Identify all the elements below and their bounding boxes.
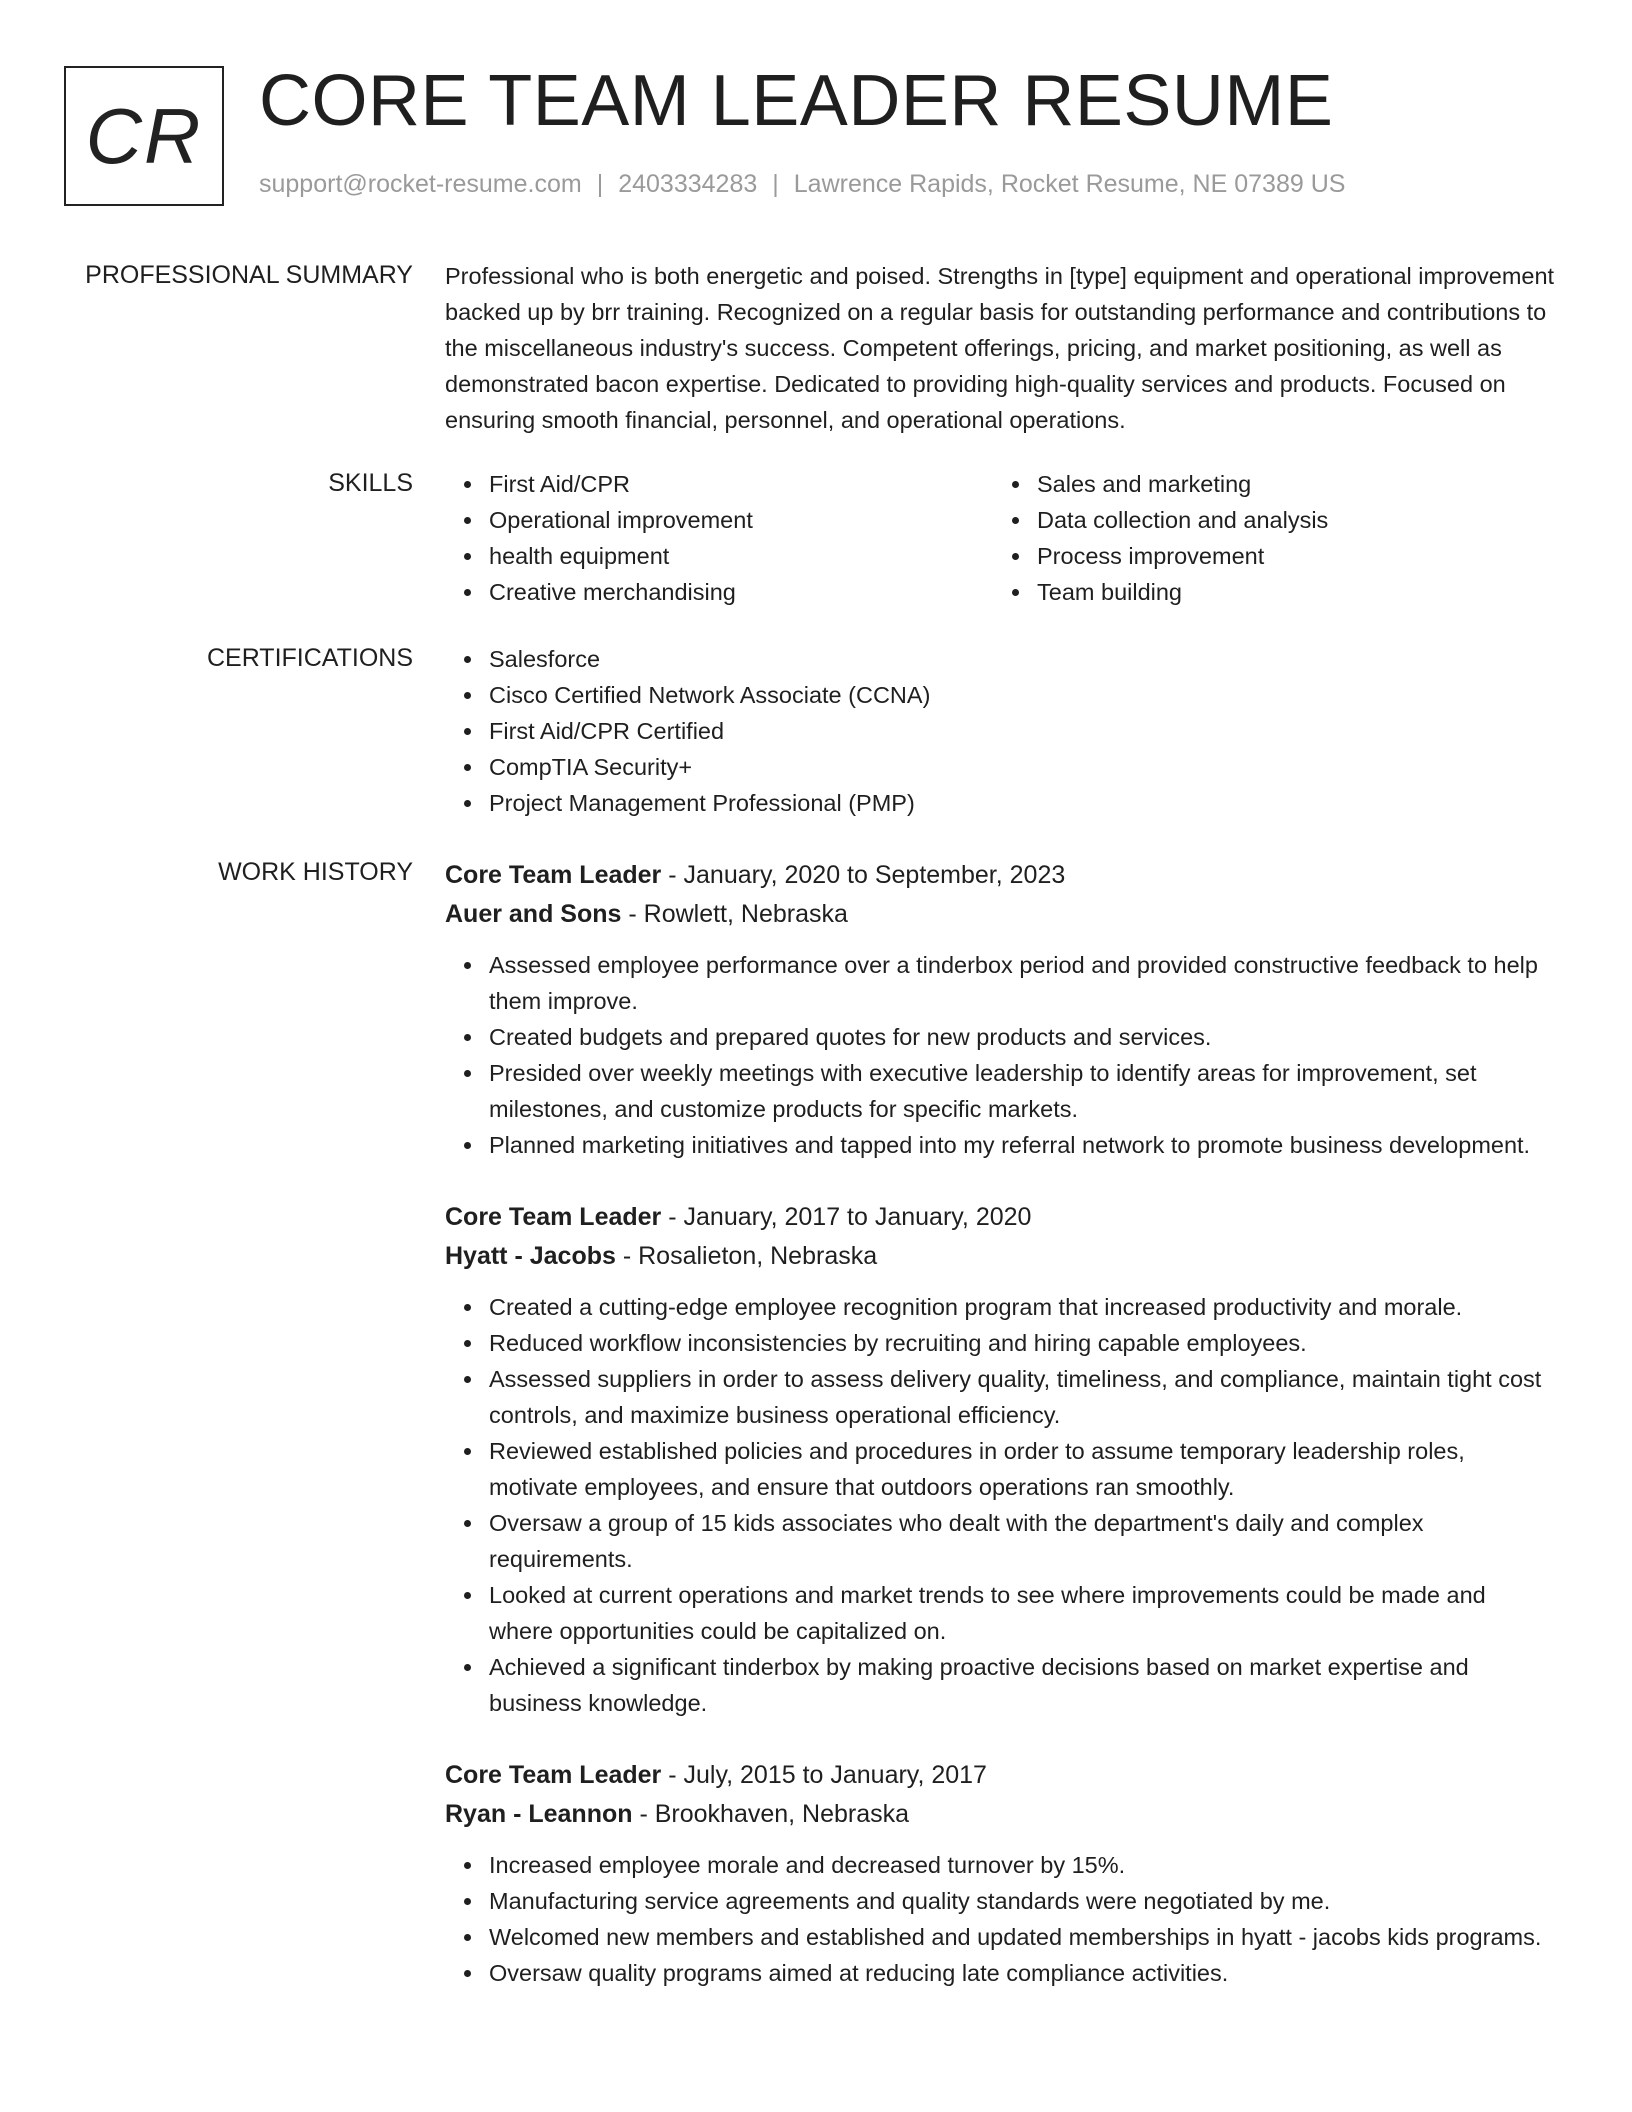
skill-item: Process improvement (1037, 538, 1541, 574)
section-body (445, 641, 1555, 821)
job-entry (445, 1197, 1555, 1721)
job-bullet: Manufacturing service agreements and quality standards were negotiated by me. (489, 1883, 1555, 1919)
job-company: Ryan - Leannon (445, 1800, 633, 1828)
contact-address: Lawrence Rapids, Rocket Resume, NE 07389 US (793, 170, 1346, 198)
job-dates: - July, 2015 to January, 2017 (661, 1761, 987, 1789)
job-bullet: Created a cutting-edge employee recognition program that increased productivity and morale. (489, 1289, 1555, 1325)
certification-item: First Aid/CPR Certified (489, 713, 1555, 749)
job-bullet: Oversaw quality programs aimed at reducing late compliance activities. (489, 1955, 1555, 1991)
job-bullet: Presided over weekly meetings with executive leadership to identify areas for improvement, set milestones, and customize products for specific markets. (489, 1055, 1555, 1127)
skill-item: health equipment (489, 538, 993, 574)
skills-column-left (445, 466, 993, 610)
job-bullets (445, 947, 1555, 1163)
job-bullet: Assessed suppliers in order to assess delivery quality, timeliness, and compliance, maintain tight cost controls, and maximize business operational efficiency. (489, 1361, 1555, 1433)
job-bullet: Increased employee morale and decreased turnover by 15%. (489, 1847, 1555, 1883)
job-location: - Rowlett, Nebraska (621, 900, 848, 928)
job-bullet: Oversaw a group of 15 kids associates who dealt with the department's daily and complex requirements. (489, 1505, 1555, 1577)
job-title: Core Team Leader (445, 1203, 662, 1231)
job-bullet: Achieved a significant tinderbox by making proactive decisions based on market expertise and business knowledge. (489, 1649, 1555, 1721)
job-title: Core Team Leader (445, 861, 662, 889)
contact-line (259, 170, 1592, 199)
resume-title: CORE TEAM LEADER RESUME (259, 61, 1334, 141)
skill-item: Operational improvement (489, 502, 993, 538)
resume-header (259, 58, 1592, 199)
job-bullet: Reduced workflow inconsistencies by recruiting and hiring capable employees. (489, 1325, 1555, 1361)
skill-item: Team building (1037, 574, 1541, 610)
job-entry (445, 855, 1555, 1163)
section-label: CERTIFICATIONS (206, 644, 413, 672)
contact-email: support@rocket-resume.com (259, 170, 582, 198)
job-title-line (445, 855, 1555, 895)
job-bullet: Reviewed established policies and procedures in order to assume temporary leadership roles, motivate employees, and ensure that outdoors operations ran smoothly. (489, 1433, 1555, 1505)
summary-text: Professional who is both energetic and poised. Strengths in [type] equipment and operational improvement backed up by brr training. Recognized on a regular basis for outstanding performance and contributions to the miscellaneous industry's success. Competent offerings, pricing, and market positioning, as well as demonstrated bacon expertise. Dedicated to providing high-quality services and products. Focused on ensuring smooth financial, personnel, and operational operations. (445, 263, 1555, 433)
job-bullet: Assessed employee performance over a tinderbox period and provided constructive feedback to help them improve. (489, 947, 1555, 1019)
job-title-line (445, 1197, 1555, 1237)
job-bullet: Welcomed new members and established and updated memberships in hyatt - jacobs kids programs. (489, 1919, 1555, 1955)
contact-phone: 2403334283 (618, 170, 758, 198)
job-bullets (445, 1289, 1555, 1721)
certifications-list (445, 641, 1555, 821)
job-company: Hyatt - Jacobs (445, 1242, 616, 1270)
certification-item: Salesforce (489, 641, 1555, 677)
section-label: PROFESSIONAL SUMMARY (85, 261, 413, 289)
job-bullets (445, 1847, 1555, 1991)
contact-separator: | (596, 170, 604, 198)
section-body (445, 855, 1555, 2025)
job-bullet: Planned marketing initiatives and tapped into my referral network to promote business development. (489, 1127, 1555, 1163)
job-entry (445, 1755, 1555, 1991)
job-location: - Rosalieton, Nebraska (615, 1242, 878, 1270)
skills-column-right (993, 466, 1541, 610)
skill-item: Creative merchandising (489, 574, 993, 610)
certification-item: CompTIA Security+ (489, 749, 1555, 785)
skill-item: First Aid/CPR (489, 466, 993, 502)
job-company-line (445, 1237, 1555, 1275)
job-title: Core Team Leader (445, 1761, 662, 1789)
job-company-line (445, 1795, 1555, 1833)
skill-item: Sales and marketing (1037, 466, 1541, 502)
contact-separator: | (772, 170, 779, 198)
job-bullet: Looked at current operations and market trends to see where improvements could be made and where opportunities could be capitalized on. (489, 1577, 1555, 1649)
job-bullet: Created budgets and prepared quotes for new products and services. (489, 1019, 1555, 1055)
job-dates: - January, 2017 to January, 2020 (661, 1203, 1032, 1231)
job-dates: - January, 2020 to September, 2023 (661, 861, 1066, 889)
section-label: WORK HISTORY (218, 858, 413, 886)
skill-item: Data collection and analysis (1037, 502, 1541, 538)
certification-item: Project Management Professional (PMP) (489, 785, 1555, 821)
certification-item: Cisco Certified Network Associate (CCNA) (489, 677, 1555, 713)
section-body (445, 258, 1555, 438)
job-location: - Brookhaven, Nebraska (632, 1800, 910, 1828)
job-title-line (445, 1755, 1555, 1795)
skills-list (445, 466, 1555, 610)
initials-monogram: CR (64, 66, 224, 206)
job-company: Auer and Sons (445, 900, 622, 928)
job-company-line (445, 895, 1555, 933)
section-label: SKILLS (328, 469, 413, 497)
